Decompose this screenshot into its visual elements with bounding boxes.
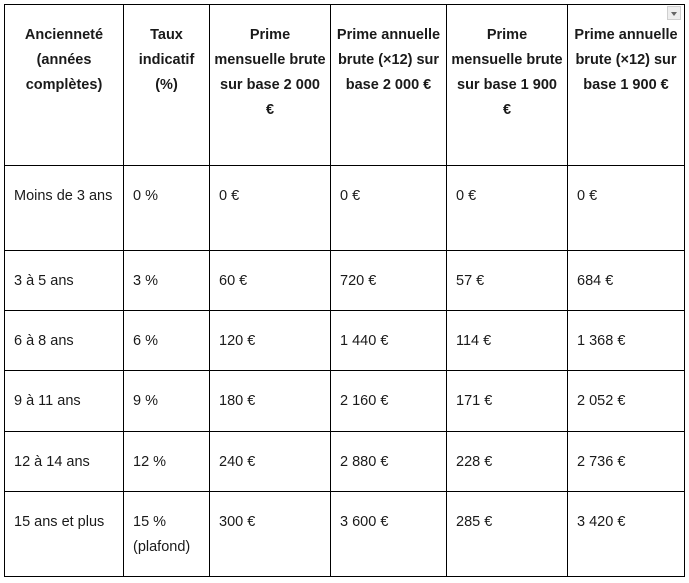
cell-annual-1900: 0 €	[568, 166, 685, 251]
cell-annual-1900: 1 368 €	[568, 311, 685, 371]
cell-monthly-1900: 114 €	[447, 311, 568, 371]
cell-rate: 3 %	[124, 251, 210, 311]
cell-annual-2000: 2 160 €	[331, 371, 447, 432]
table-row	[5, 371, 685, 432]
header-monthly-2000	[210, 5, 331, 166]
cell-annual-1900: 3 420 €	[568, 492, 685, 577]
cell-annual-2000: 0 €	[331, 166, 447, 251]
table-row	[5, 251, 685, 311]
table-row	[5, 492, 685, 577]
table-row	[5, 432, 685, 492]
cell-monthly-2000: 180 €	[210, 371, 331, 432]
cell-rate: 0 %	[124, 166, 210, 251]
cell-monthly-1900: 285 €	[447, 492, 568, 577]
cell-rate: 15 % (plafond)	[124, 492, 210, 577]
cell-rate: 9 %	[124, 371, 210, 432]
chevron-down-icon[interactable]	[667, 6, 681, 20]
cell-monthly-1900: 171 €	[447, 371, 568, 432]
header-label: Prime mensuelle brute sur base 1 900 €	[451, 27, 563, 118]
cell-monthly-2000: 120 €	[210, 311, 331, 371]
cell-monthly-1900: 228 €	[447, 432, 568, 492]
cell-seniority: 6 à 8 ans	[5, 311, 124, 371]
cell-annual-1900: 2 736 €	[568, 432, 685, 492]
cell-seniority: 15 ans et plus	[5, 492, 124, 577]
header-label: Prime annuelle brute (×12) sur base 2 000 €	[336, 27, 441, 93]
header-label: Taux indicatif (%)	[138, 27, 195, 93]
cell-monthly-2000: 60 €	[210, 251, 331, 311]
cell-seniority: 3 à 5 ans	[5, 251, 124, 311]
header-label: Prime mensuelle brute sur base 2 000 €	[214, 27, 326, 118]
header-label: Prime annuelle brute (×12) sur base 1 900 €	[574, 27, 678, 93]
table-row	[5, 311, 685, 371]
cell-monthly-1900: 0 €	[447, 166, 568, 251]
cell-annual-1900: 684 €	[568, 251, 685, 311]
cell-monthly-1900: 57 €	[447, 251, 568, 311]
cell-seniority: 12 à 14 ans	[5, 432, 124, 492]
header-rate	[124, 5, 210, 166]
header-annual-2000	[331, 5, 447, 166]
cell-annual-1900: 2 052 €	[568, 371, 685, 432]
cell-seniority: 9 à 11 ans	[5, 371, 124, 432]
cell-rate: 12 %	[124, 432, 210, 492]
cell-monthly-2000: 0 €	[210, 166, 331, 251]
seniority-bonus-table	[4, 4, 685, 577]
table-row	[5, 166, 685, 251]
cell-annual-2000: 1 440 €	[331, 311, 447, 371]
header-annual-1900	[568, 5, 685, 166]
cell-rate: 6 %	[124, 311, 210, 371]
header-monthly-1900	[447, 5, 568, 166]
cell-monthly-2000: 300 €	[210, 492, 331, 577]
header-seniority	[5, 5, 124, 166]
header-label: Ancienneté (années complètes)	[24, 27, 104, 93]
header-row	[5, 5, 685, 166]
cell-annual-2000: 2 880 €	[331, 432, 447, 492]
cell-annual-2000: 720 €	[331, 251, 447, 311]
cell-annual-2000: 3 600 €	[331, 492, 447, 577]
cell-seniority: Moins de 3 ans	[5, 166, 124, 251]
cell-monthly-2000: 240 €	[210, 432, 331, 492]
